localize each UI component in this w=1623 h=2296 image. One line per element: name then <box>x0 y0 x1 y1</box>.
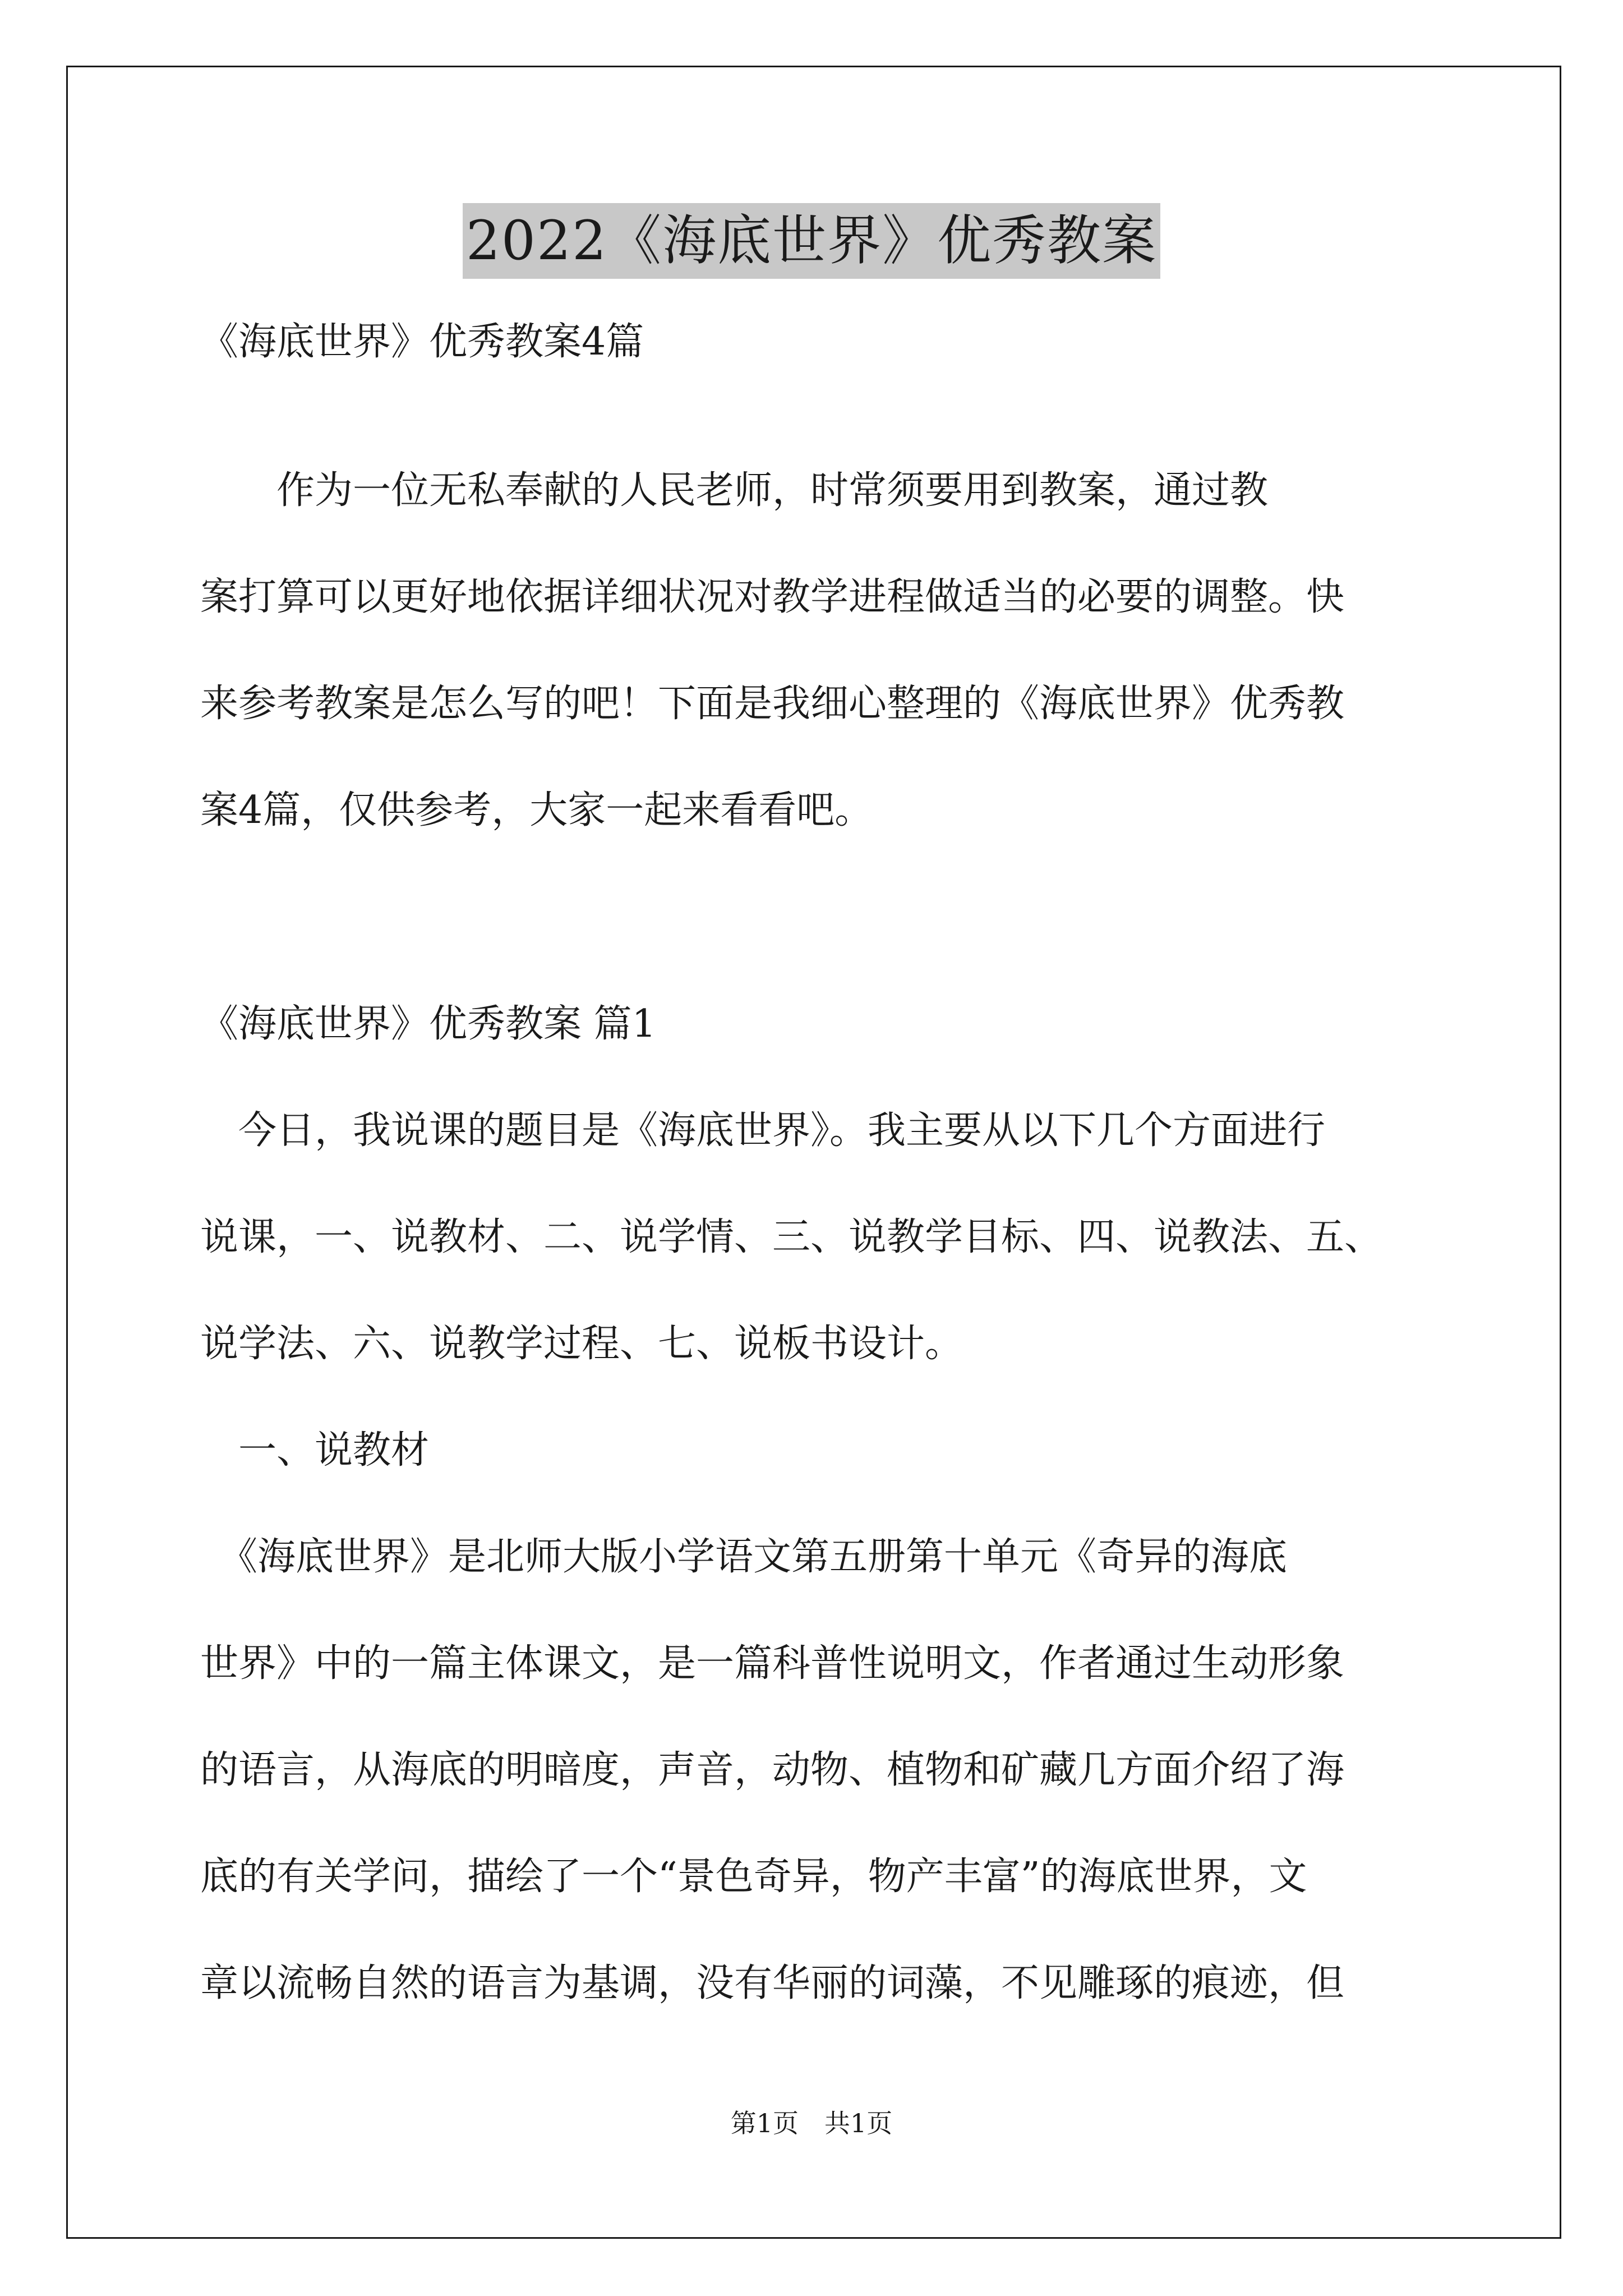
subheading-line: 一、说教材 <box>200 1428 430 1473</box>
intro-line-1: 作为一位无私奉献的人民老师，时常须要用到教案，通过教 <box>200 468 1269 513</box>
intro-paragraph <box>200 468 1462 895</box>
intro-line-3: 来参考教案是怎么写的吧！下面是我细心整理的《海底世界》优秀教 <box>200 682 1345 726</box>
section-para2-line-4: 底的有关学问，描绘了一个“景色奇异，物产丰富”的海底世界，文 <box>200 1855 1307 1899</box>
page-number: 第1页 共1页 <box>730 2108 893 2138</box>
section-para1-line-1: 今日，我说课的题目是《海底世界》。我主要从以下几个方面进行 <box>200 1108 1326 1153</box>
intro-line-2: 案打算可以更好地依据详细状况对教学进程做适当的必要的调整。快 <box>200 575 1345 619</box>
section-para2-line-3: 的语言，从海底的明暗度，声音，动物、植物和矿藏几方面介绍了海 <box>200 1748 1345 1792</box>
intro-line-4: 案4篇，仅供参考，大家一起来看看吧。 <box>200 788 873 832</box>
section-para1-line-3: 说学法、六、说教学过程、七、说板书设计。 <box>200 1322 963 1366</box>
section-para2-line-5: 章以流畅自然的语言为基调，没有华丽的词藻，不见雕琢的痕迹，但 <box>200 1961 1345 2005</box>
subtitle-line: 《海底世界》优秀教案4篇 <box>200 320 644 364</box>
section-para2-line-2: 世界》中的一篇主体课文，是一篇科普性说明文，作者通过生动形象 <box>200 1641 1345 1686</box>
section-para1-line-2: 说课，一、说教材、二、说学情、三、说教学目标、四、说教法、五、 <box>200 1215 1383 1259</box>
section-heading <box>200 1002 1462 1108</box>
section-heading-line: 《海底世界》优秀教案 篇1 <box>200 1002 656 1046</box>
page-footer <box>0 2106 1623 2140</box>
title-wrapper <box>0 203 1623 279</box>
section-para2-line-1: 《海底世界》是北师大版小学语文第五册第十单元《奇异的海底 <box>200 1535 1288 1579</box>
subtitle <box>200 320 1462 426</box>
section-paragraph-2 <box>200 1535 1462 2068</box>
document-title: 2022《海底世界》优秀教案 <box>463 203 1160 279</box>
section-paragraph-1 <box>200 1108 1462 1428</box>
subheading <box>200 1428 1462 1535</box>
